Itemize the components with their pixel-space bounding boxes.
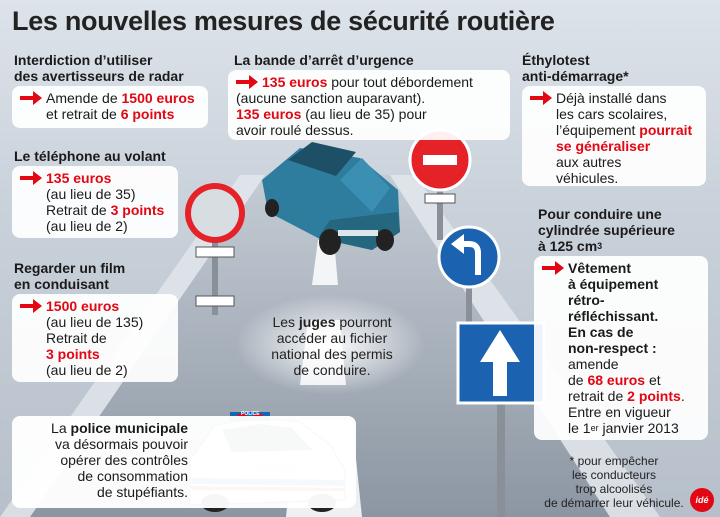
- telephone-heading: Le téléphone au volant: [14, 148, 166, 164]
- page-title: Les nouvelles mesures de sécurité routière: [12, 6, 555, 36]
- police-box: La police municipale va désormais pouvoir opérer des contrôles de consommation de stupéfiants.: [12, 416, 356, 508]
- ethylotest-box: Déjà installé dans les cars scolaires, l’équipement pourrait se généraliser aux autres véhicules.: [522, 86, 706, 186]
- footnote: * pour empêcher les conducteurs trop alcoolisés de démarrer leur véhicule.: [544, 454, 684, 510]
- red-arrow-icon: [20, 91, 42, 105]
- film-heading: Regarder un film en conduisant: [14, 260, 126, 292]
- radar-heading: Interdiction d’utiliser des avertisseurs de radar: [14, 52, 184, 84]
- police-car-label: POLICE: [241, 411, 260, 417]
- radar-box: Amende de 1500 euros et retrait de 6 points: [12, 86, 208, 128]
- red-arrow-icon: [20, 299, 42, 313]
- cylindree-heading: Pour conduire une cylindrée supérieure à 125 $cm^3$: [538, 206, 675, 254]
- red-arrow-icon: [542, 261, 564, 275]
- red-arrow-icon: [236, 75, 258, 89]
- telephone-box: 135 euros (au lieu de 35) Retrait de 3 points (au lieu de 2): [12, 166, 178, 238]
- film-box: 1500 euros (au lieu de 135) Retrait de 3 points (au lieu de 2): [12, 294, 178, 382]
- ethylotest-heading: Éthylotest anti-démarrage*: [522, 52, 629, 84]
- bande-heading: La bande d’arrêt d’urgence: [234, 52, 414, 68]
- red-arrow-icon: [530, 91, 552, 105]
- red-arrow-icon: [20, 171, 42, 185]
- juges-text: Les juges pourront accéder au fichier national des permis de conduire.: [271, 314, 393, 378]
- publisher-logo: idé: [690, 488, 714, 512]
- bande-box: 135 euros pour tout débordement (aucune sanction auparavant). 135 euros (au lieu de 35) pour avoir roulé dessus.: [228, 70, 510, 140]
- cylindree-box: Vêtement à équipement rétro- réfléchissant. En cas de non-respect : amende de 68 euros et retrait de 2 points. Entre en vigueur le 1er janvier 2013: [534, 256, 708, 440]
